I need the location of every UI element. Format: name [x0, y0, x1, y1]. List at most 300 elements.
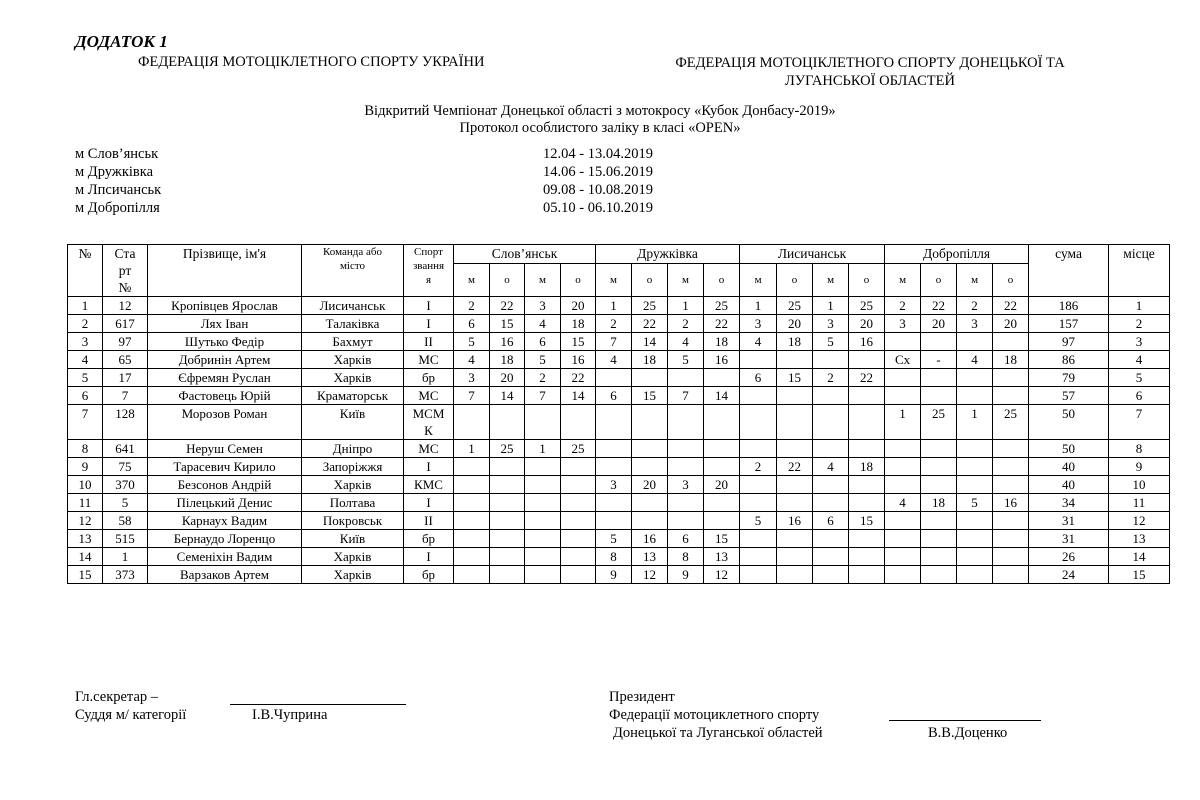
start-number: 373: [103, 566, 148, 584]
team: Талаківка: [302, 315, 404, 333]
heat-position: [885, 530, 921, 548]
header-heat-points: о: [777, 264, 813, 297]
header-heat-position: м: [454, 264, 490, 297]
heat-points: 18: [490, 351, 525, 369]
heat-position: [740, 566, 777, 584]
table-row: [68, 440, 1170, 458]
total-points: 31: [1029, 512, 1109, 530]
heat-points: 25: [632, 297, 668, 315]
heat-position: [740, 494, 777, 512]
heat-position: 4: [596, 351, 632, 369]
heat-position: [813, 494, 849, 512]
heat-position: [596, 369, 632, 387]
header-heat-points: о: [632, 264, 668, 297]
heat-points: [921, 458, 957, 476]
heat-points: 25: [921, 405, 957, 440]
president-block: [609, 688, 823, 742]
start-number: 58: [103, 512, 148, 530]
rank: І: [404, 458, 454, 476]
document-title: [0, 103, 1200, 137]
heat-position: 2: [525, 369, 561, 387]
heat-points: [777, 476, 813, 494]
row-num: 12: [68, 512, 103, 530]
heat-position: 4: [454, 351, 490, 369]
president-federation: Федерації мотоциклетного спорту: [609, 707, 820, 723]
heat-points: [704, 458, 740, 476]
heat-position: 8: [596, 548, 632, 566]
row-num: 4: [68, 351, 103, 369]
rider-name: Шутько Федір: [148, 333, 302, 351]
venue-city: м Лпсичанськ: [75, 182, 162, 198]
rank: бр: [404, 369, 454, 387]
header-heat-points: о: [849, 264, 885, 297]
heat-points: 15: [632, 387, 668, 405]
venue-city: м Дружківка: [75, 164, 154, 180]
heat-points: 25: [704, 297, 740, 315]
secretary-category: Суддя м/ категорії: [75, 707, 187, 723]
heat-position: 3: [957, 315, 993, 333]
heat-position: [525, 530, 561, 548]
table-row: [68, 405, 1170, 440]
table-row: [68, 476, 1170, 494]
header-heat-points: о: [993, 264, 1029, 297]
heat-position: 9: [668, 566, 704, 584]
heat-position: [813, 387, 849, 405]
total-points: 57: [1029, 387, 1109, 405]
results-table: [67, 244, 1170, 584]
heat-points: [490, 458, 525, 476]
final-place: 4: [1109, 351, 1170, 369]
heat-points: [561, 548, 596, 566]
total-points: 26: [1029, 548, 1109, 566]
heat-position: 5: [596, 530, 632, 548]
heat-points: [993, 566, 1029, 584]
heat-points: 20: [561, 297, 596, 315]
heat-position: [813, 566, 849, 584]
total-points: 24: [1029, 566, 1109, 584]
heat-position: [740, 387, 777, 405]
heat-position: 3: [596, 476, 632, 494]
rank: ІІ: [404, 333, 454, 351]
rider-name: Тарасевич Кирило: [148, 458, 302, 476]
secretary-title: Гл.секретар –: [75, 689, 159, 705]
team: Київ: [302, 405, 404, 440]
start-number: 515: [103, 530, 148, 548]
heat-points: [993, 440, 1029, 458]
row-num: 11: [68, 494, 103, 512]
heat-position: [454, 476, 490, 494]
secretary-block: [75, 688, 186, 724]
table-row: [68, 369, 1170, 387]
heat-points: [849, 351, 885, 369]
final-place: 14: [1109, 548, 1170, 566]
president-signature-line: [889, 720, 1041, 721]
header-team-line: місто: [339, 260, 366, 272]
total-points: 50: [1029, 405, 1109, 440]
heat-position: [813, 405, 849, 440]
heat-points: 25: [561, 440, 596, 458]
header-heat-position: м: [525, 264, 561, 297]
heat-points: [849, 566, 885, 584]
heat-points: 18: [632, 351, 668, 369]
row-num: 3: [68, 333, 103, 351]
header-rank-line: я: [425, 274, 432, 286]
heat-position: [813, 530, 849, 548]
table-row: [68, 351, 1170, 369]
start-number: 75: [103, 458, 148, 476]
protocol-title: Протокол особлистого заліку в класі «OPEN»: [459, 120, 741, 136]
heat-points: 18: [993, 351, 1029, 369]
rider-name: Безсонов Андрій: [148, 476, 302, 494]
heat-position: 3: [885, 315, 921, 333]
heat-points: [490, 530, 525, 548]
heat-position: [885, 458, 921, 476]
heat-position: [668, 512, 704, 530]
heat-points: [921, 530, 957, 548]
header-stage-druzhkivka: Дружківка: [596, 245, 740, 264]
heat-position: 3: [813, 315, 849, 333]
heat-points: [561, 530, 596, 548]
heat-position: 1: [740, 297, 777, 315]
heat-points: 18: [561, 315, 596, 333]
heat-position: Сх: [885, 351, 921, 369]
start-number: 17: [103, 369, 148, 387]
header-place: місце: [1109, 245, 1170, 297]
heat-position: [813, 548, 849, 566]
rider-name: Неруш Семен: [148, 440, 302, 458]
heat-position: 4: [740, 333, 777, 351]
heat-position: 3: [525, 297, 561, 315]
heat-position: [813, 476, 849, 494]
heat-position: 2: [596, 315, 632, 333]
heat-points: 22: [704, 315, 740, 333]
heat-position: [525, 405, 561, 440]
heat-position: [454, 530, 490, 548]
table-row: [68, 387, 1170, 405]
heat-points: 14: [632, 333, 668, 351]
venue-date: 09.08 - 10.08.2019: [543, 182, 653, 198]
heat-position: [957, 333, 993, 351]
heat-position: 2: [668, 315, 704, 333]
heat-position: 4: [668, 333, 704, 351]
heat-points: 15: [849, 512, 885, 530]
rider-name: Семеніхін Вадим: [148, 548, 302, 566]
final-place: 15: [1109, 566, 1170, 584]
heat-position: 6: [596, 387, 632, 405]
rank: І: [404, 494, 454, 512]
heat-points: [993, 369, 1029, 387]
rank: ІІ: [404, 512, 454, 530]
team: Дніпро: [302, 440, 404, 458]
heat-points: [921, 369, 957, 387]
heat-position: [957, 369, 993, 387]
heat-position: 6: [525, 333, 561, 351]
team: Запоріжжя: [302, 458, 404, 476]
heat-position: 1: [454, 440, 490, 458]
final-place: 9: [1109, 458, 1170, 476]
president-name: В.В.Доценко: [928, 725, 1008, 741]
heat-points: [632, 512, 668, 530]
federation-ukraine: ФЕДЕРАЦІЯ МОТОЦІКЛЕТНОГО СПОРТУ УКРАЇНИ: [138, 54, 485, 70]
heat-points: [777, 351, 813, 369]
table-row: [68, 512, 1170, 530]
heat-points: 15: [704, 530, 740, 548]
header-heat-position: м: [957, 264, 993, 297]
heat-points: 22: [921, 297, 957, 315]
heat-position: 3: [668, 476, 704, 494]
heat-points: 15: [777, 369, 813, 387]
rank: МСМК: [404, 405, 454, 440]
row-num: 1: [68, 297, 103, 315]
header-stage-lysychansk: Лисичанськ: [740, 245, 885, 264]
heat-position: 1: [596, 297, 632, 315]
heat-position: 1: [957, 405, 993, 440]
appendix-label: ДОДАТОК 1: [75, 32, 168, 51]
heat-points: 18: [921, 494, 957, 512]
heat-position: 3: [454, 369, 490, 387]
heat-points: [632, 458, 668, 476]
heat-position: 4: [525, 315, 561, 333]
final-place: 12: [1109, 512, 1170, 530]
venue-city: м Слов’янськ: [75, 146, 159, 162]
team: Харків: [302, 369, 404, 387]
venue-date: 14.06 - 15.06.2019: [543, 164, 653, 180]
heat-points: 16: [490, 333, 525, 351]
total-points: 86: [1029, 351, 1109, 369]
heat-points: [849, 440, 885, 458]
team: Харків: [302, 351, 404, 369]
federation-regional-line2: ЛУГАНСЬКОЇ ОБЛАСТЕЙ: [785, 73, 955, 89]
heat-points: [632, 369, 668, 387]
final-place: 7: [1109, 405, 1170, 440]
heat-points: 25: [490, 440, 525, 458]
heat-position: 7: [668, 387, 704, 405]
heat-points: 25: [993, 405, 1029, 440]
heat-position: [885, 566, 921, 584]
total-points: 40: [1029, 458, 1109, 476]
heat-position: 5: [740, 512, 777, 530]
heat-points: [921, 512, 957, 530]
heat-position: [596, 405, 632, 440]
heat-points: [993, 387, 1029, 405]
heat-position: [740, 548, 777, 566]
start-number: 5: [103, 494, 148, 512]
heat-position: [525, 548, 561, 566]
heat-position: [740, 530, 777, 548]
final-place: 11: [1109, 494, 1170, 512]
rank: І: [404, 548, 454, 566]
championship-title: Відкритий Чемпіонат Донецької області з мотокросу «Кубок Донбасу-2019»: [364, 103, 836, 119]
start-number: 97: [103, 333, 148, 351]
table-row: [68, 494, 1170, 512]
heat-position: [454, 512, 490, 530]
header-heat-position: м: [596, 264, 632, 297]
heat-points: [777, 494, 813, 512]
start-number: 7: [103, 387, 148, 405]
heat-position: 1: [668, 297, 704, 315]
team: Краматорськ: [302, 387, 404, 405]
row-num: 5: [68, 369, 103, 387]
heat-position: 2: [813, 369, 849, 387]
heat-position: 5: [813, 333, 849, 351]
heat-points: [704, 494, 740, 512]
header-heat-position: м: [668, 264, 704, 297]
row-num: 2: [68, 315, 103, 333]
header-total: сума: [1029, 245, 1109, 297]
heat-position: 6: [668, 530, 704, 548]
heat-points: 22: [490, 297, 525, 315]
heat-points: 12: [704, 566, 740, 584]
table-row: [68, 548, 1170, 566]
heat-position: [885, 333, 921, 351]
heat-points: 20: [777, 315, 813, 333]
table-row: [68, 315, 1170, 333]
rider-name: Бернаудо Лоренцо: [148, 530, 302, 548]
start-number: 65: [103, 351, 148, 369]
heat-points: [561, 405, 596, 440]
heat-points: [704, 512, 740, 530]
start-number: 641: [103, 440, 148, 458]
heat-position: [740, 440, 777, 458]
final-place: 5: [1109, 369, 1170, 387]
heat-points: [632, 494, 668, 512]
heat-position: [957, 440, 993, 458]
heat-points: 18: [849, 458, 885, 476]
header-start-line: Ста: [114, 246, 136, 261]
heat-points: 16: [704, 351, 740, 369]
heat-points: [921, 566, 957, 584]
heat-position: [668, 458, 704, 476]
heat-points: 20: [993, 315, 1029, 333]
heat-position: [668, 405, 704, 440]
heat-position: 1: [525, 440, 561, 458]
rank: МС: [404, 351, 454, 369]
heat-points: 14: [561, 387, 596, 405]
heat-points: [632, 405, 668, 440]
heat-points: [704, 440, 740, 458]
heat-position: 4: [813, 458, 849, 476]
heat-position: [668, 440, 704, 458]
heat-points: 14: [490, 387, 525, 405]
heat-points: [490, 512, 525, 530]
total-points: 31: [1029, 530, 1109, 548]
heat-points: [993, 476, 1029, 494]
heat-points: 22: [849, 369, 885, 387]
rank: І: [404, 315, 454, 333]
heat-position: 5: [454, 333, 490, 351]
rider-name: Добринін Артем: [148, 351, 302, 369]
heat-position: 2: [957, 297, 993, 315]
heat-position: [885, 476, 921, 494]
row-num: 7: [68, 405, 103, 440]
rank: бр: [404, 566, 454, 584]
rider-name: Морозов Роман: [148, 405, 302, 440]
row-num: 14: [68, 548, 103, 566]
table-row: [68, 530, 1170, 548]
heat-points: 25: [777, 297, 813, 315]
header-heat-points: о: [921, 264, 957, 297]
heat-points: 15: [490, 315, 525, 333]
heat-points: 22: [777, 458, 813, 476]
start-number: 128: [103, 405, 148, 440]
table-row: [68, 333, 1170, 351]
heat-points: 20: [921, 315, 957, 333]
rank: І: [404, 297, 454, 315]
row-num: 9: [68, 458, 103, 476]
heat-position: [885, 440, 921, 458]
rider-name: Лях Іван: [148, 315, 302, 333]
heat-position: 6: [740, 369, 777, 387]
heat-points: [921, 387, 957, 405]
heat-points: 14: [704, 387, 740, 405]
heat-position: [885, 369, 921, 387]
heat-position: [885, 387, 921, 405]
header-stage-dobropillia: Добропілля: [885, 245, 1029, 264]
heat-points: [921, 440, 957, 458]
heat-position: 1: [813, 297, 849, 315]
rank: КМС: [404, 476, 454, 494]
heat-points: [849, 530, 885, 548]
header-team-line: Команда або: [323, 246, 382, 258]
heat-points: 16: [849, 333, 885, 351]
heat-position: [525, 512, 561, 530]
heat-points: [777, 530, 813, 548]
heat-position: [957, 512, 993, 530]
heat-points: [561, 458, 596, 476]
team: Харків: [302, 548, 404, 566]
heat-position: 4: [957, 351, 993, 369]
rider-name: Кропівцев Ярослав: [148, 297, 302, 315]
header-heat-points: о: [704, 264, 740, 297]
final-place: 2: [1109, 315, 1170, 333]
heat-points: 22: [993, 297, 1029, 315]
heat-points: 16: [993, 494, 1029, 512]
header-stage-sloviansk: Слов’янськ: [454, 245, 596, 264]
heat-points: [849, 476, 885, 494]
heat-points: [921, 333, 957, 351]
heat-position: [885, 512, 921, 530]
row-num: 15: [68, 566, 103, 584]
heat-points: [704, 369, 740, 387]
heat-position: [596, 494, 632, 512]
team: Київ: [302, 530, 404, 548]
federation-regional: [650, 54, 1090, 90]
secretary-signature-line: [230, 704, 406, 705]
header-rank: [404, 245, 454, 297]
table-row: [68, 566, 1170, 584]
heat-position: [525, 458, 561, 476]
total-points: 40: [1029, 476, 1109, 494]
table-row: [68, 297, 1170, 315]
rider-name: Варзаков Артем: [148, 566, 302, 584]
heat-position: 7: [454, 387, 490, 405]
header-rank-line: Спорт: [414, 246, 443, 258]
secretary-name: І.В.Чуприна: [252, 707, 328, 723]
rider-name: Пілецький Денис: [148, 494, 302, 512]
heat-points: 16: [632, 530, 668, 548]
header-name: Прізвище, ім'я: [148, 245, 302, 297]
heat-points: [993, 530, 1029, 548]
heat-points: [921, 548, 957, 566]
header-num: №: [68, 245, 103, 297]
heat-points: -: [921, 351, 957, 369]
heat-points: 22: [561, 369, 596, 387]
heat-position: [957, 476, 993, 494]
total-points: 50: [1029, 440, 1109, 458]
header-heat-points: о: [490, 264, 525, 297]
final-place: 3: [1109, 333, 1170, 351]
heat-points: [993, 548, 1029, 566]
